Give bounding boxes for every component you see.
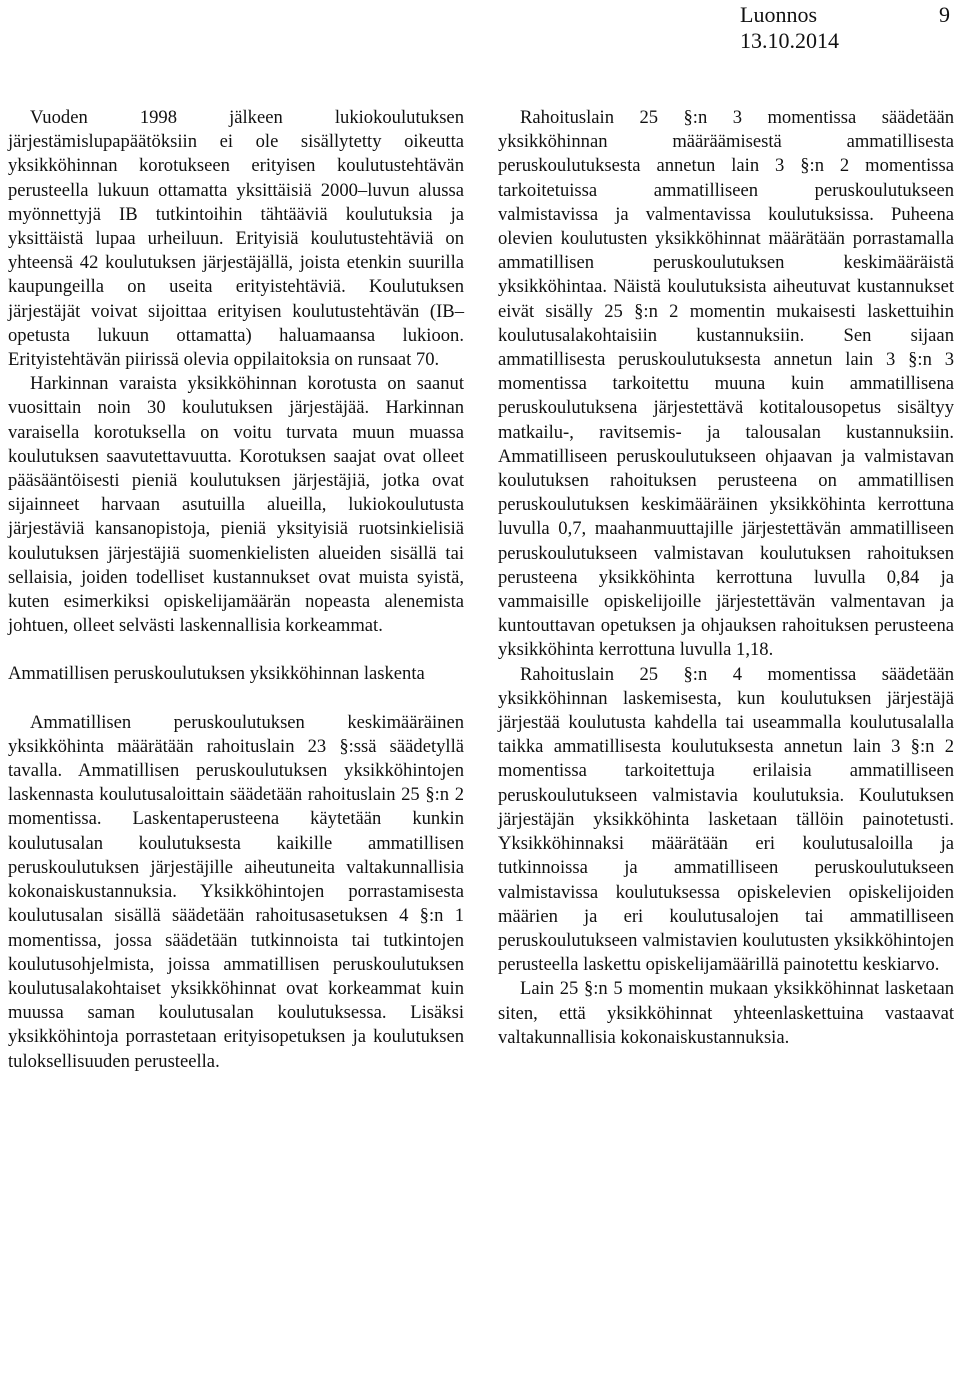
spacer — [8, 687, 464, 711]
left-column — [8, 106, 464, 1074]
spacer — [8, 638, 464, 662]
left-paragraph-1: Vuoden 1998 jälkeen lukiokoulutuksen järjestämislupapäätöksiin ei ole sisällytetty oikeutta yksikköhinnan korotukseen erityisen koulutustehtävän perusteella lukuun ottamatta yksittäisiä 2000–luvun alussa myönnettyjä IB tutkintoihin tähtääviä koulutuksia ja yksittäistä lupaa urheiluun. Erityisiä koulutustehtäviä on yhteensä 42 koulutuksen järjestäjällä, joista etenkin suurilla kaupungeilla on useita erityistehtäviä. Koulutuksen järjestäjät voivat sijoittaa erityisen koulutustehtävän (IB–opetusta lukuun ottamatta) haluamaansa lukioon. Erityistehtävän piirissä olevia oppilaitoksia on runsaat 70. — [8, 107, 464, 371]
right-paragraph-1: Rahoituslain 25 §:n 3 momentissa säädetään yksikköhinnan määräämisestä ammatillisesta peruskoulutuksesta annetun lain 3 §:n 2 momentissa tarkoitetuissa ammatilliseen peruskoulutukseen valmistavissa ja valmentavissa koulutuksissa. Puheena olevien koulutusten yksikköhinnat määrätään porrastamalla ammatillisen peruskoulutuksen keskimääräistä yksikköhintaa. Näistä koulutuksista aiheutuvat kustannukset eivät sisälly 25 §:n 2 momentin mukaisesti laskettuihin koulutusalakohtaisiin kustannuksiin. Sen sijaan ammatillisesta peruskoulutuksesta annetun lain 3 §:n 3 momentissa tarkoitettu muuna kuin ammatillisena peruskoulutuksena järjestettävä kotitalousopetus sisältyy matkailu-, ravitsemis- ja talousalan kustannuksiin. Ammatilliseen peruskoulutukseen ohjaavan ja valmistavan koulutuksen rahoituksen perusteena on ammatillisen peruskoulutuksen keskimääräinen yksikköhinta kerrottuna luvulla 0,7, maahanmuuttajille järjestettävän ammatilliseen peruskoulutukseen valmistavan koulutuksen rahoituksen perusteena yksikköhinta kerrottuna luvulla 0,84 ja vammaisille opiskelijoille järjestettävän valmentavan ja kuntouttavan opetuksen ja ohjauksen rahoituksen perusteena yksikköhinta kerrottuna luvulla 1,18. — [498, 107, 954, 661]
right-paragraph-3: Lain 25 §:n 5 momentin mukaan yksikköhinnat lasketaan siten, että yksikköhinnat yhteenlaskettuina vastaavat valtakunnallisia kokonaiskustannuksia. — [498, 978, 954, 1048]
left-paragraph-3: Ammatillisen peruskoulutuksen keskimääräinen yksikköhinta määrätään rahoituslain 23 §:ssä säädetyllä tavalla. Ammatillisen peruskoulutuksen yksikköhintojen laskennasta koulutusaloittain säädetään rahoituslain 25 §:n 2 momentissa. Laskentaperusteena käytetään kunkin koulutusalan koulutuksesta kaikille ammatillisen peruskoulutuksen järjestäjille aiheutuneita valtakunnallisia kokonaiskustannuksia. Yksikköhintojen porrastamisesta koulutusalan sisällä säädetään rahoitusasetuksen 4 §:n 1 momentissa, jossa säädetään tutkinnoista tai tutkintojen koulutusohjelmista, joissa ammatillisen peruskoulutuksen koulutusalakohtaiset yksikköhinnat ovat korkeammat kuin muussa saman koulutusalan koulutuksessa. Lisäksi yksikköhintoja porrastetaan erityisopetuksen ja koulutuksen tuloksellisuuden perusteella. — [8, 711, 464, 1072]
left-paragraph-2: Harkinnan varaista yksikköhinnan korotusta on saanut vuosittain noin 30 koulutuksen järjestäjää. Harkinnan varaisella korotuksella on voitu turvata muun muassa koulutuksen saavutettavuutta. Korotuksen saajat ovat olleet pääsääntöisesti pieniä koulutuksen järjestäjiä, jotka ovat sijainneet harvaan asutuilla alueilla, lukiokoulutusta järjestäviä kansanopistoja, pieniä yksityisiä ruotsinkielisiä koulutuksen järjestäjiä suomenkielisten alueiden sisällä tai sellaisia, joiden todelliset kustannukset ovat muista syistä, kuten esimerkiksi opiskelijamäärän nopeasta alenemista johtuen, olleet selvästi laskennallisia korkeammat. — [8, 373, 464, 637]
right-column — [498, 106, 954, 1050]
page-number: 9 — [939, 2, 950, 27]
page-header — [700, 2, 950, 52]
right-paragraph-2: Rahoituslain 25 §:n 4 momentissa säädetään yksikköhinnan laskemisesta, kun koulutuksen järjestäjä järjestää koulutusta kahdella tai useammalla koulutusalalla taikka ammatillisesta koulutuksesta annetun lain 3 §:n 2 momentissa tarkoitettuja erilaisia ammatilliseen peruskoulutukseen valmistavia koulutuksia. Koulutuksen järjestäjän yksikköhinta lasketaan tällöin painotetusti. Yksikköhinnaksi määrätään eri koulutusaloilla ja tutkinnoissa ja ammatilliseen peruskoulutukseen valmistavissa koulutuksessa opiskelevien opiskelijoiden määrien ja eri koulutusalojen tai ammatilliseen peruskoulutukseen valmistavien koulutusten yksikköhintojen perusteella laskettu opiskelijamäärillä painotettu keskiarvo. — [498, 663, 954, 976]
draft-date: 13.10.2014 — [740, 28, 839, 53]
section-heading: Ammatillisen peruskoulutuksen yksikköhinnan laskenta — [8, 663, 425, 685]
draft-label: Luonnos — [740, 2, 817, 27]
